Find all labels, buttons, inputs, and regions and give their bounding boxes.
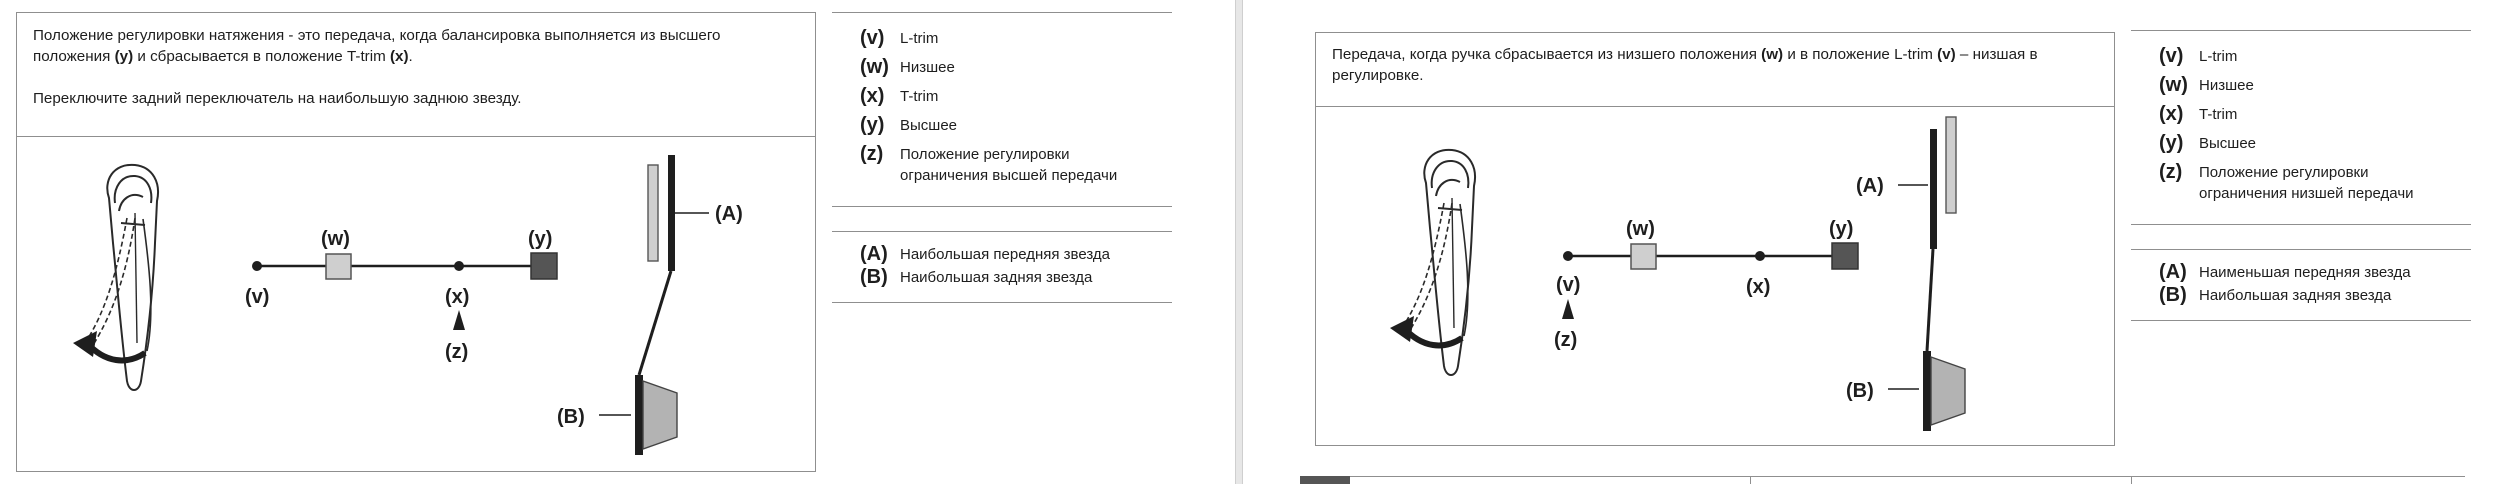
left-arrow-head-icon [73,331,97,357]
left-top-rule [832,12,1172,13]
left-shifter-lever-icon [85,165,158,390]
right-label-v: (v) [1556,274,1581,296]
left-label-z: (z) [445,341,469,363]
right-top-rule [2131,30,2471,31]
list-item: (A) Наименьшая передняя звезда [2159,261,2411,283]
right-smallest-chainring [1930,129,1937,249]
next-section-rule [1350,476,2465,477]
right-arrow-head-icon [1390,316,1414,342]
list-item: (w) Низшее [860,56,955,78]
list-item: (B) Наибольшая задняя звезда [860,266,1093,288]
right-cassette [1931,357,1965,425]
left-label-x: (x) [445,286,470,308]
right-label-x: (x) [1746,276,1771,298]
list-item: (B) Наибольшая задняя звезда [2159,284,2392,306]
right-legend-divider [2131,224,2471,225]
left-marker-x [454,261,464,271]
left-legend-divider [832,206,1172,207]
list-item: (x) T-trim [860,85,939,107]
list-item: (v) L-trim [2159,45,2238,67]
right-label-a: (A) [1856,175,1884,197]
right-shift-diagram [1316,33,2116,447]
left-instruction-second: Переключите задний переключатель на наибольшую заднюю звезду. [33,90,522,107]
left-label-v: (v) [245,286,270,308]
next-section-box [1750,476,1751,484]
left-largest-chainring [668,155,675,271]
right-label-b: (B) [1846,380,1874,402]
right-marker-v [1563,251,1573,261]
left-marker-w [326,254,351,279]
left-marker-y [531,253,557,279]
right-label-y: (y) [1829,218,1854,240]
next-section-box-right [2131,476,2132,484]
right-largest-sprocket [1923,351,1931,431]
list-item: (z) Положение регулировки ограничения высшей передачи [860,143,1118,184]
list-item: (y) Высшее [2159,132,2257,154]
left-procedure-panel [16,12,816,472]
list-item: (w) Низшее [2159,74,2254,96]
right-marker-x [1755,251,1765,261]
list-item: (y) Высшее [860,114,958,136]
right-pointer-arrow-icon [1562,299,1574,319]
left-instruction-line: Положение регулировки натяжения - это передача, когда балансировка выполняется из высшего положения (y) и сбрасывается в положение T-trim (x). [33,27,721,65]
right-legend [2131,32,2471,321]
left-marker-v [252,261,262,271]
next-section-tab [1300,476,1350,484]
list-item: (x) T-trim [2159,103,2238,125]
right-marker-y [1832,243,1858,269]
left-legend-parts [832,232,1172,302]
left-legend-bottom-rule [832,302,1172,303]
left-legend-positions [832,14,1172,206]
book-spine [1235,0,1243,484]
right-legend-parts [2131,250,2471,320]
left-chain-line [639,271,671,375]
right-label-w: (w) [1626,218,1655,240]
right-large-chainring [1946,117,1956,213]
left-cassette [643,381,677,449]
right-chain-line [1927,249,1933,351]
list-item: (z) Положение регулировки ограничения низшей передачи [2159,161,2414,202]
list-item: (v) L-trim [860,27,939,49]
left-pointer-arrow-icon [453,310,465,330]
right-procedure-panel [1315,32,2115,446]
right-instruction-line: Передача, когда ручка сбрасывается из низшего положения (w) и в положение L-trim (v) – низшая в регулировке. [1332,46,2038,84]
left-label-b: (B) [557,406,585,428]
left-label-a: (A) [715,203,743,225]
list-item: (A) Наибольшая передняя звезда [860,243,1110,265]
right-marker-w [1631,244,1656,269]
left-legend [832,14,1172,303]
right-shifter-lever-icon [1402,150,1475,375]
left-label-w: (w) [321,228,350,250]
right-legend-positions [2131,32,2471,224]
left-small-chainring [648,165,658,261]
left-largest-sprocket [635,375,643,455]
left-shift-diagram [17,13,817,473]
left-label-y: (y) [528,228,553,250]
right-legend-bottom-rule [2131,320,2471,321]
right-label-z: (z) [1554,329,1578,351]
